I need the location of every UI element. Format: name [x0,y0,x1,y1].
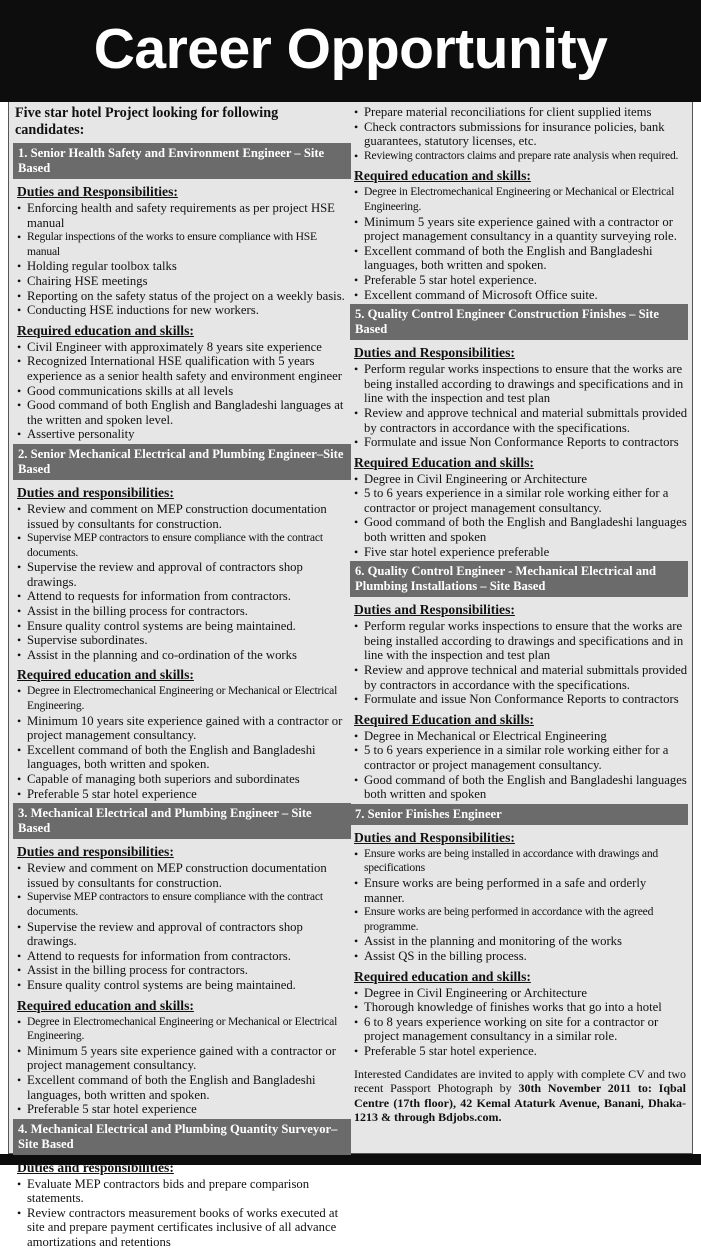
subheading: Required education and skills: [17,667,194,683]
list-item: • Reviewing contractors claims and prepare rate analysis when required. [354,149,688,164]
list-item: • Good command of both the English and Bangladeshi languages both written and spoken [354,773,688,802]
list-item: • Degree in Mechanical or Electrical Engineering [354,729,688,744]
list-item: • Good command of both the English and Bangladeshi languages both written and spoken [354,515,688,544]
bullet-list [13,502,351,663]
subheading: Required education and skills: [17,997,194,1013]
list-item: • Assist in the planning and co-ordination of the works [17,648,351,663]
right-column [350,105,688,1125]
list-item: • Formulate and issue Non Conformance Reports to contractors [354,435,688,450]
bullet-list [350,847,688,964]
list-item: • Supervise MEP contractors to ensure compliance with the contract documents. [17,531,351,560]
list-item: • Ensure works are being performed in a safe and orderly manner. [354,876,688,905]
list-item: • Good command of both English and Bangladeshi languages at the written and spoken level. [17,398,351,427]
list-item: • Supervise MEP contractors to ensure compliance with the contract documents. [17,890,351,919]
list-item: • Preferable 5 star hotel experience [17,787,351,802]
list-item: • Excellent command of both the English and Bangladeshi languages, both written and spoken. [17,1073,351,1102]
subheading: Duties and responsibilities: [17,844,174,860]
section-heading: 1. Senior Health Safety and Environment Engineer – Site Based [13,143,351,179]
list-item: • Excellent command of Microsoft Office suite. [354,288,688,303]
list-item: • Civil Engineer with approximately 8 years site experience [17,340,351,355]
bullet-list [13,684,351,801]
section-heading: 5. Quality Control Engineer Construction Finishes – Site Based [350,304,688,340]
list-item: • Ensure works are being installed in accordance with drawings and specifications [354,847,688,876]
bullet-list [350,362,688,450]
list-item: • Preferable 5 star hotel experience. [354,273,688,288]
list-item: • Review and approve technical and material submittals provided by contractors in accordance with the specifications. [354,406,688,435]
list-item: • Ensure quality control systems are being maintained. [17,978,351,993]
list-item: • Supervise the review and approval of contractors shop drawings. [17,560,351,589]
continued-duties-list [350,105,688,163]
list-item: • Check contractors submissions for insurance policies, bank guarantees, statutory licenses, etc. [354,120,688,149]
bullet-list [13,1015,351,1117]
subheading: Duties and Responsibilities: [354,829,515,845]
subheading: Required education and skills: [354,968,531,984]
section-heading: 4. Mechanical Electrical and Plumbing Quantity Surveyor–Site Based [13,1119,351,1155]
list-item: • Perform regular works inspections to ensure that the works are being installed according to drawings and specifications and in line with the inspection and test plan [354,362,688,406]
subheading: Duties and responsibilities: [17,484,174,500]
application-text: Interested Candidates are invited to apply with complete CV and two recent Passport Photograph by [354,1066,686,1095]
list-item: • Assist in the billing process for contractors. [17,604,351,619]
list-item: • Thorough knowledge of finishes works that go into a hotel [354,1000,688,1015]
list-item: • 5 to 6 years experience in a similar role working either for a contractor or project management consultancy. [354,486,688,515]
requirements-list [350,185,688,302]
list-item: • Ensure works are being performed in accordance with the agreed programme. [354,905,688,934]
list-item: • Supervise the review and approval of contractors shop drawings. [17,920,351,949]
list-item: • Five star hotel experience preferable [354,545,688,560]
list-item: • Supervise subordinates. [17,633,351,648]
list-item: • Review and comment on MEP construction documentation issued by consultants for construction. [17,502,351,531]
subheading: Required Education and skills: [354,711,534,727]
list-item: • Chairing HSE meetings [17,274,351,289]
subheading: Required education and skills: [354,168,531,184]
list-item: • Capable of managing both superiors and subordinates [17,772,351,787]
list-item: • Preferable 5 star hotel experience. [354,1044,688,1059]
section-heading: 7. Senior Finishes Engineer [350,804,688,825]
list-item: • Enforcing health and safety requirements as per project HSE manual [17,201,351,230]
list-item: • Review and approve technical and material submittals provided by contractors in accordance with the specifications. [354,663,688,692]
list-item: • Evaluate MEP contractors bids and prepare comparison statements. [17,1177,351,1206]
list-item: • Degree in Electromechanical Engineering or Mechanical or Electrical Engineering. [17,1015,351,1044]
subheading: Required education and skills: [17,322,194,338]
list-item: • Holding regular toolbox talks [17,259,351,274]
list-item: • Conducting HSE inductions for new workers. [17,303,351,318]
bullet-list [13,340,351,442]
list-item: • Assist QS in the billing process. [354,949,688,964]
list-item: • Good communications skills at all levels [17,384,351,399]
bullet-list [13,201,351,318]
list-item: • Regular inspections of the works to ensure compliance with HSE manual [17,230,351,259]
list-item: • Degree in Civil Engineering or Architecture [354,986,688,1001]
list-item: • Review and comment on MEP construction documentation issued by consultants for construction. [17,861,351,890]
bullet-list [350,472,688,560]
list-item: • Reporting on the safety status of the project on a weekly basis. [17,289,351,304]
list-item: • Review contractors measurement books of works executed at site and prepare payment certificates inclusive of all advance amortizations and retentions [17,1206,351,1250]
list-item: • Perform regular works inspections to ensure that the works are being installed according to drawings and specifications and in line with the inspection and test plan [354,619,688,663]
subheading: Duties and Responsibilities: [354,602,515,618]
bullet-list [350,729,688,802]
bullet-list [13,861,351,992]
list-item: • 5 to 6 years experience in a similar role working either for a contractor or project management consultancy. [354,743,688,772]
application-instructions [350,1059,688,1125]
subheading: Duties and responsibilities: [17,1159,174,1175]
bullet-list [13,1177,351,1250]
subheading: Duties and Responsibilities: [354,345,515,361]
subheading: Required Education and skills: [354,454,534,470]
list-item: • Assist in the billing process for contractors. [17,963,351,978]
list-item: • Assist in the planning and monitoring of the works [354,934,688,949]
left-column [13,105,351,1250]
list-item: • Attend to requests for information from contractors. [17,949,351,964]
list-item: • Minimum 5 years site experience gained with a contractor or project management consultancy in a quantity surveying role. [354,215,688,244]
subheading: Duties and Responsibilities: [17,184,178,199]
list-item: • Prepare material reconciliations for client supplied items [354,105,688,120]
page-title: Career Opportunity [0,0,701,102]
intro-text: Five star hotel Project looking for following candidates: [15,105,279,138]
list-item: • Attend to requests for information from contractors. [17,589,351,604]
list-item: • Degree in Electromechanical Engineering or Mechanical or Electrical Engineering. [354,185,688,214]
section-heading: 3. Mechanical Electrical and Plumbing Engineer – Site Based [13,803,351,839]
bullet-list [350,986,688,1059]
list-item: • Minimum 5 years site experience gained with a contractor or project management consultancy. [17,1044,351,1073]
list-item: • Excellent command of both the English and Bangladeshi languages, both written and spoken. [354,244,688,273]
section-heading: 2. Senior Mechanical Electrical and Plumbing Engineer–Site Based [13,444,351,480]
list-item: • Preferable 5 star hotel experience [17,1102,351,1117]
section-heading: 6. Quality Control Engineer - Mechanical Electrical and Plumbing Installations – Site Based [350,561,688,597]
list-item: • 6 to 8 years experience working on site for a contractor or project management consultancy in a similar role. [354,1015,688,1044]
list-item: • Degree in Electromechanical Engineering or Mechanical or Electrical Engineering. [17,684,351,713]
list-item: • Ensure quality control systems are being maintained. [17,619,351,634]
list-item: • Formulate and issue Non Conformance Reports to contractors [354,692,688,707]
list-item: • Degree in Civil Engineering or Architecture [354,472,688,487]
list-item: • Excellent command of both the English and Bangladeshi languages, both written and spoken. [17,743,351,772]
application-deadline-address: 30th November 2011 to: Iqbal Centre (17th floor), 42 Kemal Ataturk Avenue, Banani, Dhaka-1213 & through Bdjobs.com. [354,1081,687,1124]
bullet-list [350,619,688,707]
list-item: • Assertive personality [17,427,351,442]
list-item: • Recognized International HSE qualification with 5 years experience as a senior health safety and environment engineer [17,354,351,383]
list-item: • Minimum 10 years site experience gained with a contractor or project management consultancy. [17,714,351,743]
